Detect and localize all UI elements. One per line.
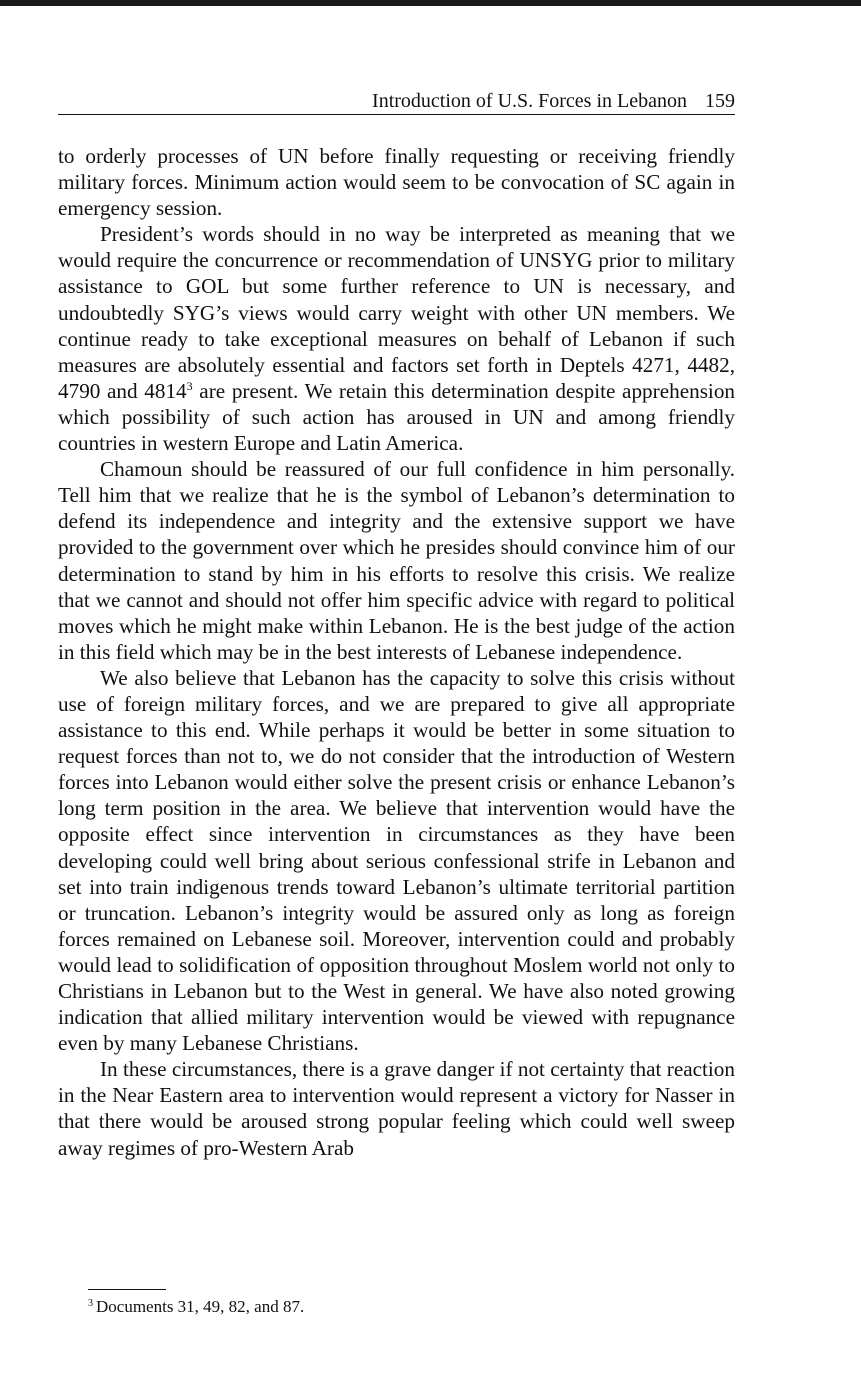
footnote-marker: 3 xyxy=(88,1298,93,1309)
paragraph-3 xyxy=(58,456,735,665)
paragraph-5 xyxy=(58,1056,735,1160)
paragraph-text: to orderly processes of UN before finally requesting or receiving friendly military forces. Minimum action would seem to be convocation of SC again in emergency session. xyxy=(58,144,735,221)
paragraph-text: In these circumstances, there is a grave danger if not certainty that reaction in the Near Eastern area to intervention would represent a victory for Nasser in that there would be aroused strong popular feeling which could well sweep away regimes of pro-Western Arab xyxy=(58,1057,735,1160)
paragraph-text: President’s words should in no way be interpreted as meaning that we would require the concurrence or recommendation of UNSYG prior to military assistance to GOL but some further reference to UN is necessary, and undoubtedly SYG’s views would carry weight with other UN members. We continue ready to take exceptional measures on behalf of Lebanon if such measures are absolutely essential and factors set forth in Deptels 4271, 4482, 4790 and 4814 xyxy=(58,222,735,403)
footnote xyxy=(88,1296,304,1318)
body-text xyxy=(58,143,735,1161)
running-header xyxy=(58,88,735,115)
footnote-reference: 3 xyxy=(186,378,193,393)
paragraph-text: are present. We retain this determination despite apprehension which possibility of such action has aroused in UN and among friendly countries in western Europe and Latin America. xyxy=(58,378,736,456)
running-title: Introduction of U.S. Forces in Lebanon xyxy=(372,90,687,112)
page-number: 159 xyxy=(705,90,735,112)
footnote-rule xyxy=(88,1289,166,1290)
paragraph-2 xyxy=(58,221,735,456)
paragraph-1 xyxy=(58,143,735,221)
page-top-border xyxy=(0,0,861,6)
footnote-text: Documents 31, 49, 82, and 87. xyxy=(96,1297,305,1316)
paragraph-text: We also believe that Lebanon has the capacity to solve this crisis without use of foreign military forces, and we are prepared to give all appropriate assistance to this end. While perhaps it would be better in some situation to request forces than not to, we do not consider that the introduction of Western forces into Lebanon would either solve the present crisis or enhance Lebanon’s long term position in the area. We believe that intervention would have the opposite effect since intervention in circumstances as they have been developing could well bring about serious confessional strife in Lebanon and set into train indigenous trends toward Lebanon’s ultimate territorial partition or truncation. Lebanon’s integrity would be assured only as long as foreign forces remained on Lebanese soil. Moreover, intervention could and probably would lead to solidification of opposition throughout Moslem world not only to Christians in Lebanon but to the West in general. We have also noted growing indication that allied military intervention would be viewed with repugnance even by many Lebanese Christians. xyxy=(58,665,735,1056)
paragraph-text: Chamoun should be reassured of our full confidence in him personally. Tell him that we realize that he is the symbol of Lebanon’s determination to defend its independence and integrity and the extensive support we have provided to the government over which he presides should convince him of our determination to stand by him in his efforts to resolve this crisis. We realize that we cannot and should not offer him specific advice with regard to political moves which he might make within Lebanon. He is the best judge of the action in this field which may be in the best interests of Lebanese independence. xyxy=(58,457,735,664)
paragraph-4 xyxy=(58,665,735,1056)
